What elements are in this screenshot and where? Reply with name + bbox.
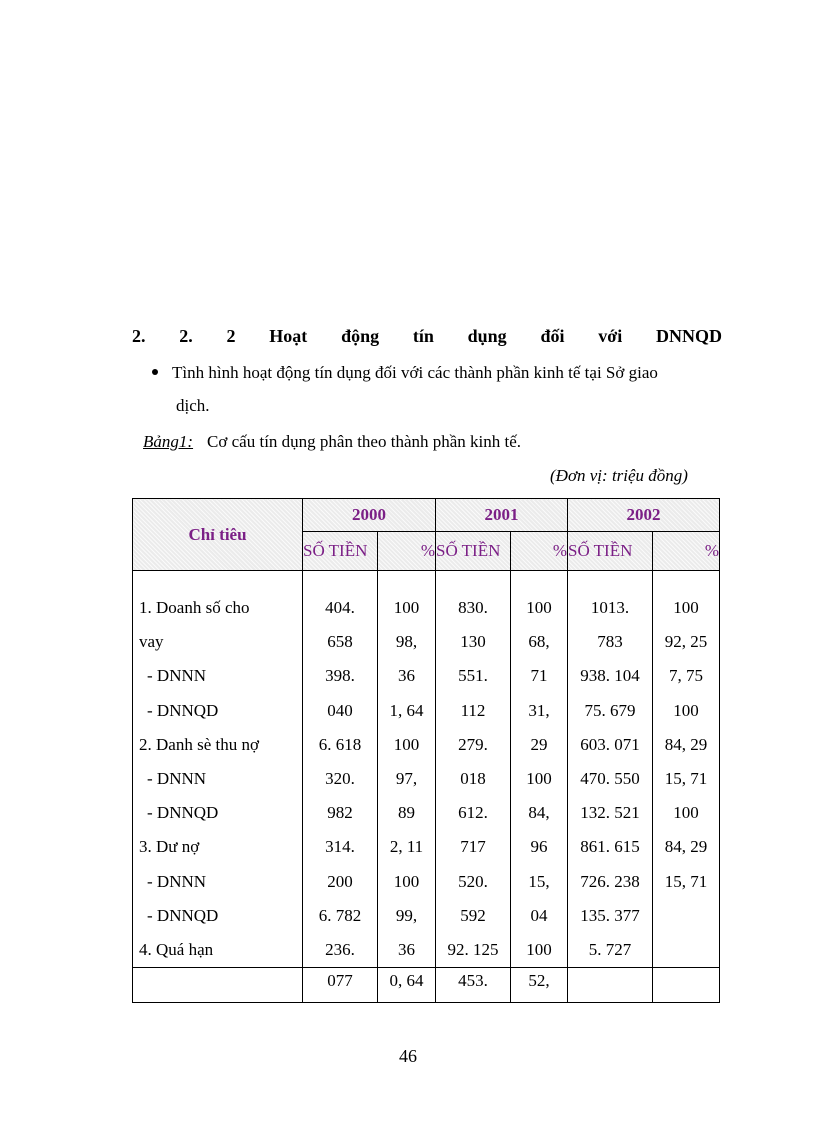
col-2002-pct (653, 571, 720, 968)
cell-value: 100 (526, 768, 552, 788)
row-label: - DNNQD (147, 700, 219, 720)
heading-part: tín (412, 326, 434, 346)
row-label: - DNNN (147, 871, 207, 891)
cell-value: 0, 64 (389, 971, 424, 991)
cell-value: 470. 550 (580, 768, 640, 788)
cell-value: 726. 238 (580, 871, 640, 891)
cell-value: 130 (460, 632, 486, 652)
cell-value: 96 (530, 837, 548, 857)
header-year-2001: 2001 (436, 499, 568, 532)
cell-value: 36 (398, 939, 415, 959)
cell-value: 5. 727 (588, 939, 632, 959)
cell-value: 236. (325, 939, 355, 959)
heading-part: dụng (467, 326, 507, 346)
last-row-2002-pct (653, 968, 720, 1003)
cell-value: 717 (460, 837, 486, 857)
subheader-pct: % (511, 532, 568, 571)
subheader-amount: SỐ TIỀN (568, 532, 653, 571)
cell-value: 612. (458, 803, 488, 823)
cell-value: 15, (528, 871, 550, 891)
cell-value: 938. 104 (580, 666, 640, 686)
col-labels (133, 571, 303, 968)
row-label: - DNNN (147, 768, 207, 788)
row-label: - DNNQD (147, 905, 219, 925)
heading-part: 2 (226, 326, 236, 346)
cell-value: 132. 521 (580, 803, 640, 823)
caption-text: Cơ cấu tín dụng phân theo thành phần kinh tế. (207, 432, 522, 451)
last-row-2001-amount (436, 968, 511, 1003)
cell-value: 314. (325, 837, 355, 857)
cell-value: 2, 11 (389, 837, 424, 857)
cell-value: 7, 75 (669, 666, 703, 686)
cell-value: 404. (325, 598, 355, 617)
credit-structure-table (132, 498, 719, 1011)
col-2001-pct (511, 571, 568, 968)
cell-value: 31, (528, 700, 550, 720)
row-label: - DNNN (147, 666, 207, 686)
cell-value: 75. 679 (584, 700, 636, 720)
row-label: 1. Doanh số cho (139, 598, 250, 617)
cell-value: 29 (530, 734, 548, 754)
cell-value: 6. 782 (318, 905, 362, 925)
cell-value: 04 (530, 905, 548, 925)
cell-value: 520. (458, 871, 488, 891)
last-row-2000-amount (303, 968, 378, 1003)
cell-value: 68, (528, 632, 550, 652)
cell-value: 52, (528, 971, 550, 991)
cell-value: 783 (597, 632, 623, 652)
cell-value: 453. (458, 971, 488, 991)
cell-value: 92. 125 (447, 939, 499, 959)
cell-value: 100 (393, 734, 420, 754)
cell-value: 982 (327, 803, 353, 823)
subheader-amount: SỐ TIỀN (436, 532, 511, 571)
cell-value: 1013. (590, 598, 630, 617)
cell-value: 100 (393, 871, 420, 891)
heading-part: động (341, 326, 380, 346)
page-number: 46 (399, 1046, 417, 1066)
header-chi-tieu: Chỉ tiêu (133, 499, 303, 571)
heading-part: với (598, 326, 623, 346)
subheader-amount: SỐ TIỀN (303, 532, 378, 571)
cell-value: 98, (395, 632, 418, 652)
last-row-label (133, 968, 303, 1003)
col-2000-amount (303, 571, 378, 968)
row-label: 2. Danh sè thu nợ (139, 734, 259, 754)
col-2000-pct (378, 571, 436, 968)
cell-value: 84, (528, 803, 550, 823)
heading-part: đối (540, 326, 565, 346)
heading-part: DNNQD (655, 326, 722, 346)
cell-value: 861. 615 (580, 837, 640, 857)
cell-value: 040 (327, 700, 353, 720)
cell-value: 279. (458, 734, 488, 754)
cell-value: 89 (398, 803, 415, 823)
cell-value: 135. 377 (580, 905, 640, 925)
cell-value: 200 (327, 871, 353, 891)
bullet-dot-icon (152, 369, 158, 375)
cell-value: 018 (460, 768, 486, 788)
subheader-pct: % (653, 532, 720, 571)
cell-value: 15, 71 (664, 768, 708, 788)
header-year-2000: 2000 (303, 499, 436, 532)
cell-value: 1, 64 (389, 700, 424, 720)
row-label: vay (139, 632, 164, 652)
cell-value: 320. (325, 768, 355, 788)
cell-value: 112 (460, 700, 486, 720)
bullet-paragraph (152, 363, 658, 383)
heading-part: Hoạt (269, 326, 308, 346)
cell-value: 97, (395, 768, 418, 788)
cell-value: 100 (393, 598, 420, 617)
caption-label: Bảng1: (143, 432, 194, 451)
cell-value: 6. 618 (318, 734, 362, 754)
cell-value: 100 (526, 939, 552, 959)
cell-value: 830. (458, 598, 488, 617)
last-row-2001-pct (511, 968, 568, 1003)
cell-value: 36 (398, 666, 415, 686)
cell-value: 99, (395, 905, 418, 925)
row-label: 3. Dư nợ (139, 837, 200, 857)
cell-value: 84, 29 (664, 734, 708, 754)
cell-value: 398. (325, 666, 355, 686)
heading-part: 2. (132, 326, 146, 346)
cell-value: 077 (327, 971, 353, 991)
last-row-2002-amount (568, 968, 653, 1003)
row-label: - DNNQD (147, 803, 219, 823)
row-label: 4. Quá hạn (139, 939, 214, 959)
col-2001-amount (436, 571, 511, 968)
col-2002-amount (568, 571, 653, 968)
header-year-2002: 2002 (568, 499, 720, 532)
cell-value: 71 (530, 666, 548, 686)
bullet-text-line2: dịch. (176, 396, 210, 415)
cell-value: 658 (327, 632, 353, 652)
heading-part: 2. (179, 326, 193, 346)
cell-value: 603. 071 (580, 734, 640, 754)
bullet-text-line1: Tình hình hoạt động tín dụng đối với các thành phần kinh tế tại Sở giao (172, 363, 658, 382)
cell-value: 100 (673, 803, 699, 823)
subheader-pct: % (378, 532, 436, 571)
unit-note: (Đơn vị: triệu đồng) (550, 466, 688, 485)
cell-value: 100 (673, 598, 699, 617)
cell-value: 100 (526, 598, 552, 617)
cell-value: 92, 25 (664, 632, 708, 652)
cell-value: 592 (460, 905, 486, 925)
last-row-2000-pct (378, 968, 436, 1003)
cell-value: 15, 71 (664, 871, 708, 891)
section-heading (132, 326, 722, 347)
cell-value: 100 (673, 700, 699, 720)
cell-value: 84, 29 (664, 837, 708, 857)
table-caption (143, 432, 521, 452)
cell-value: 551. (458, 666, 488, 686)
